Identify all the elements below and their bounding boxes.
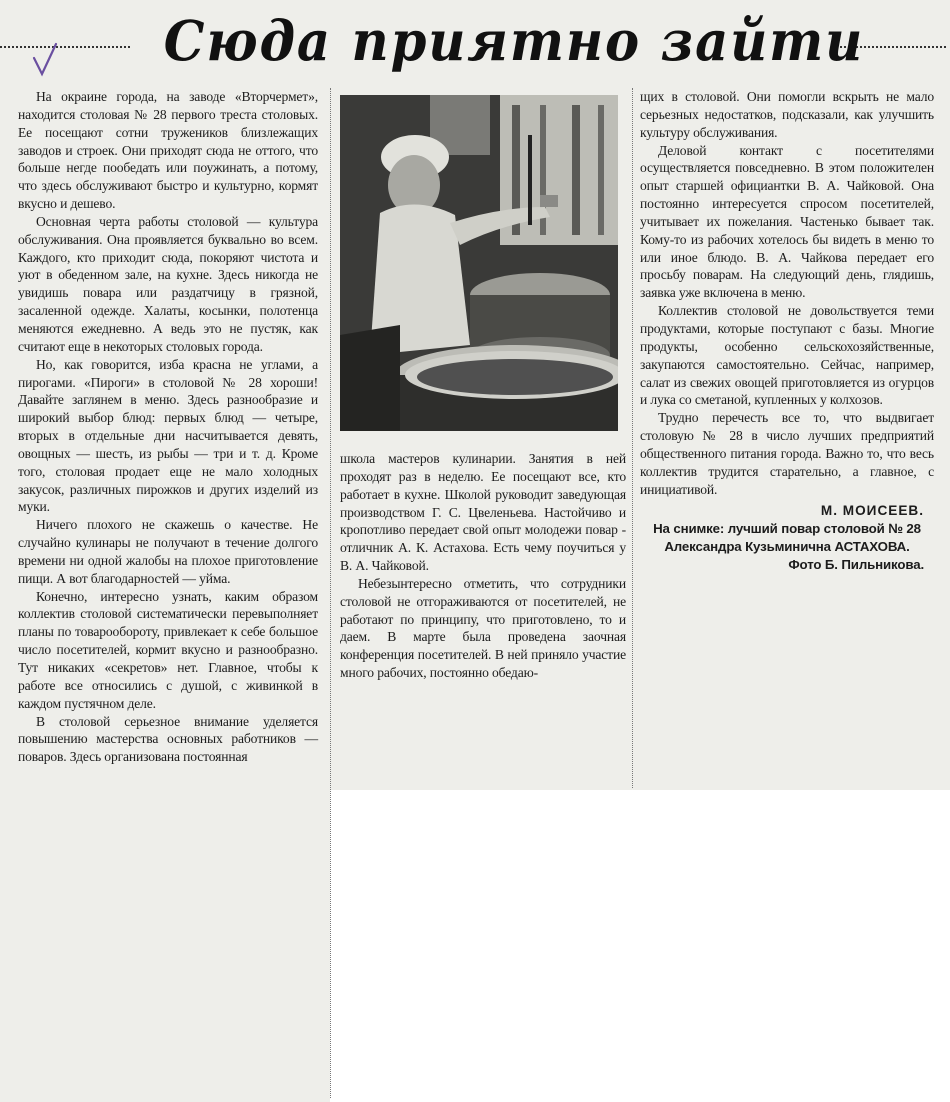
article-column-1 bbox=[18, 88, 318, 766]
paragraph: Основная черта работы столовой — культура обслуживания. Она проявляется буквально во всем. Каждого, кто приходит сюда, покоряют чистота и уют в обеденном зале, на кухне. Здесь никогда не увидишь повара или раздатчицу в грязной, засаленной одежде. Халаты, косынки, полотенца меняются ежедневно. А ведь это не пустяк, как считают еще в некоторых столовых города. bbox=[18, 213, 318, 354]
paragraph: школа мастеров кулинарии. Занятия в ней проходят раз в неделю. Ее посещают все, кто работает в кухне. Школой руководит заведующая производством Г. С. Цвеленьева. Настойчиво и кропотливо передает свой опыт молодежи повар - отличник А. К. Астахова. Есть чему поучиться у В. А. Чайковой. bbox=[340, 451, 626, 574]
newspaper-page-lower bbox=[0, 790, 330, 1102]
article-headline: Сюда приятно зайти bbox=[163, 8, 865, 73]
column-divider-2 bbox=[632, 88, 633, 788]
cook-photo-image bbox=[340, 95, 618, 431]
column-divider-1 bbox=[330, 88, 331, 1098]
photo-credit: Фото Б. Пильникова. bbox=[788, 556, 924, 572]
paragraph: Трудно перечесть все то, что выдвигает столовую № 28 в число лучших предприятий общественного питания города. Важно то, что весь коллектив трудится старательно, а главное, с инициативой. bbox=[640, 410, 934, 497]
paragraph: Но, как говорится, изба красна не углами, а пирогами. «Пироги» в столовой № 28 хороши! Давайте заглянем в меню. Здесь разнообразие и широкий выбор блюд: первых блюд — четыре, вторых в отдельные дни насчитывается девять, овощных — шесть, из рыбы — три и т. д. Кроме того, столовая продает еще не мало холодных закусок, различных пирожков и других изделий из муки. bbox=[18, 356, 318, 515]
paragraph: щих в столовой. Они помогли вскрыть не мало серьезных недостатков, подсказали, как улучшить культуру обслуживания. bbox=[640, 89, 934, 140]
article-column-3 bbox=[640, 88, 934, 574]
article-author: М. МОИСЕЕВ. bbox=[820, 503, 924, 519]
paragraph: Коллектив столовой не довольствуется теми продуктами, которые поступают с базы. Многие продукты, особенно сельскохозяйственные, закупаются самостоятельно. Сейчас, например, салат из свежих овощей приготовляется из огурцов и лука со сметаной, купленных у колхозов. bbox=[640, 303, 934, 408]
article-photo bbox=[340, 95, 618, 431]
paragraph: На окраине города, на заводе «Вторчермет», находится столовая № 28 первого треста столовых. Ее посещают сотни тружеников близлежащих заводов и строек. Они приходят сюда не оттого, что больше негде пообедать или поужинать, а потому, что здесь обслуживают быстро и культурно, кормят вкусно и дешево. bbox=[18, 89, 318, 212]
paragraph: Небезынтересно отметить, что сотрудники столовой не отгораживаются от посетителей, не работают по принципу, что приготовлено, то и даем. В марте была проведена заочная конференция посетителей. В ней приняло участие много рабочих, постоянно обедаю- bbox=[340, 575, 626, 681]
paragraph: В столовой серьезное внимание уделяется повышению мастерства основных работников — поваров. Здесь организована постоянная bbox=[18, 713, 318, 765]
paragraph: Конечно, интересно узнать, каким образом коллектив столовой систематически перевыполняет планы по товарообороту, привлекает к себе большое число посетителей, кормит вкусно и разнообразно. Тут никаких «секретов» нет. Главное, чтобы к работе все относились с душой, с живинкой в каждом пустячном деле. bbox=[18, 588, 318, 711]
headline-rule-left bbox=[0, 46, 130, 48]
article-column-2 bbox=[340, 450, 626, 682]
photo-caption: На снимке: лучший повар столовой № 28 Александра Кузьминична АСТАХОВА. bbox=[653, 521, 921, 555]
paragraph: Деловой контакт с посетителями осуществляется повседневно. В этом положителен опыт старшей официантки В. А. Чайковой. Она постоянно интересуется спросом посетителей, учитывает их пожелания. Частенько бывает так. Кому-то из рабочих хотелось бы видеть в меню то или иное блюдо. В. А. Чайкова передает его просьбу поварам. На следующий день, глядишь, заявка уже включена в меню. bbox=[640, 142, 934, 301]
paragraph: Ничего плохого не скажешь о качестве. Не случайно кулинары не получают в течение долгого времени ни одной жалобы на плохое приготовление пищи. А вот благодарностей — уйма. bbox=[18, 517, 318, 586]
pencil-check-icon bbox=[30, 40, 60, 84]
